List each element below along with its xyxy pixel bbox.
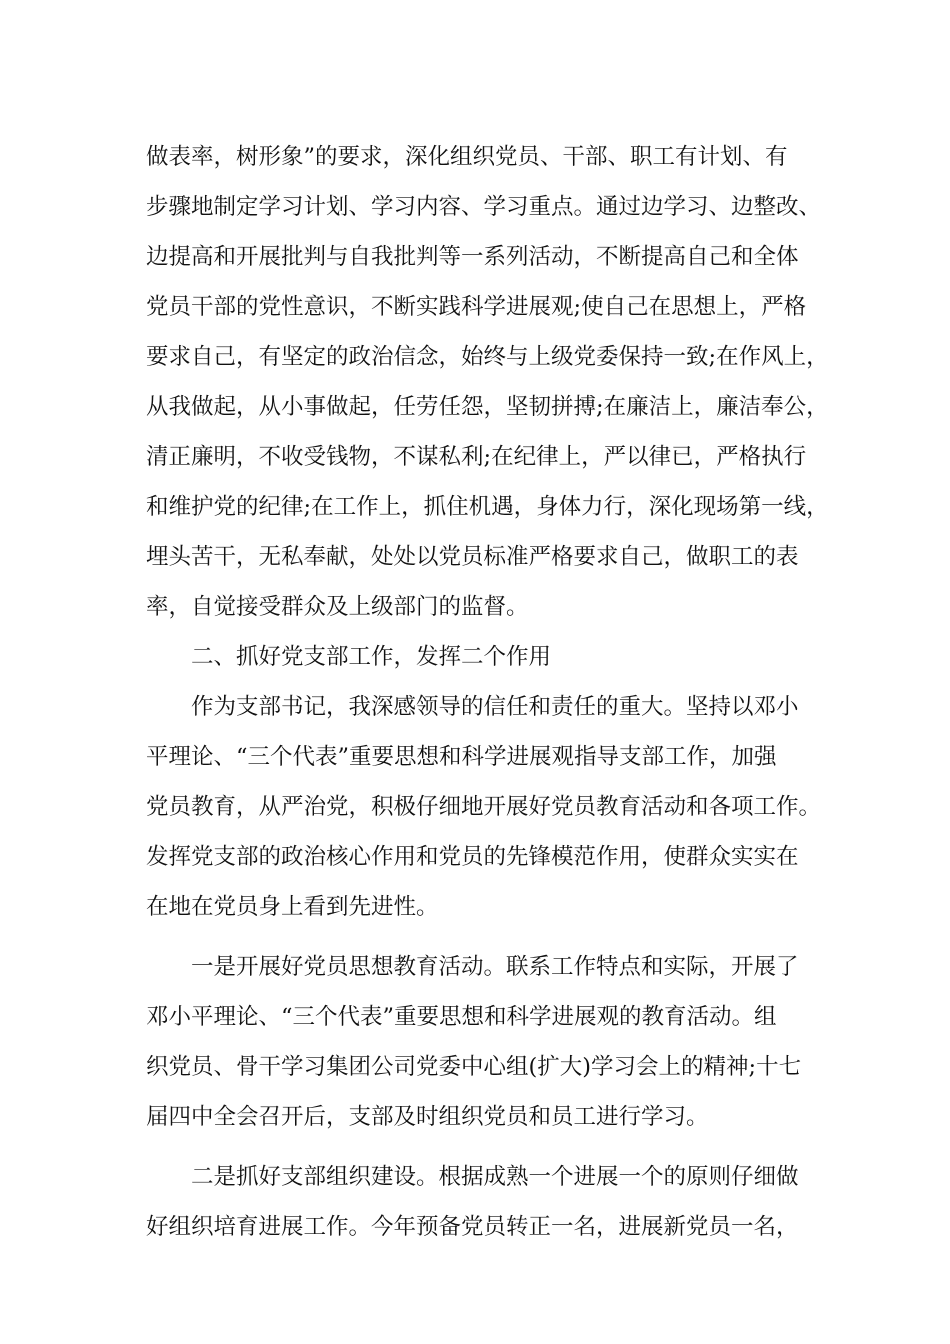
text-line: 平理论、“三个代表”重要思想和科学进展观指导支部工作，加强 (146, 744, 777, 770)
text-line: 从我做起，从小事做起，任劳任怨，坚韧拼搏;在廉洁上，廉洁奉公， (146, 394, 829, 420)
text-line: 一是开展好党员思想教育活动。联系工作特点和实际，开展了 (191, 954, 799, 980)
text-line: 清正廉明，不收受钱物，不谋私利;在纪律上，严以律已，严格执行 (146, 444, 807, 470)
text-line: 党员干部的党性意识，不断实践科学进展观;使自己在思想上，严格 (146, 294, 807, 320)
document-body (146, 132, 829, 1252)
text-line: 好组织培育进展工作。今年预备党员转正一名，进展新党员一名， (146, 1214, 799, 1240)
text-line: 步骤地制定学习计划、学习内容、学习重点。通过边学习、边整改、 (146, 194, 822, 220)
text-line: 率，自觉接受群众及上级部门的监督。 (146, 594, 529, 620)
text-line: 埋头苦干，无私奉献，处处以党员标准严格要求自己，做职工的表 (146, 544, 799, 570)
text-line: 边提高和开展批判与自我批判等一系列活动，不断提高自己和全体 (146, 244, 799, 270)
text-line: 织党员、骨干学习集团公司党委中心组(扩大)学习会上的精神;十七 (146, 1054, 802, 1080)
text-line: 邓小平理论、“三个代表”重要思想和科学进展观的教育活动。组 (146, 1004, 777, 1030)
text-line: 要求自己，有坚定的政治信念，始终与上级党委保持一致;在作风上， (146, 344, 829, 370)
text-line: 党员教育，从严治党，积极仔细地开展好党员教育活动和各项工作。 (146, 794, 822, 820)
text-line: 作为支部书记，我深感领导的信任和责任的重大。坚持以邓小 (191, 694, 799, 720)
text-line: 二是抓好支部组织建设。根据成熟一个进展一个的原则仔细做 (191, 1164, 799, 1190)
text-line: 做表率，树形象”的要求，深化组织党员、干部、职工有计划、有 (146, 144, 788, 170)
text-line: 和维护党的纪律;在工作上，抓住机遇，身体力行，深化现场第一线， (146, 494, 829, 520)
text-line: 届四中全会召开后，支部及时组织党员和员工进行学习。 (146, 1104, 709, 1130)
text-line: 发挥党支部的政治核心作用和党员的先锋模范作用，使群众实实在 (146, 844, 799, 870)
section-heading: 二、抓好党支部工作，发挥二个作用 (191, 644, 552, 670)
text-line: 在地在党员身上看到先进性。 (146, 894, 439, 920)
